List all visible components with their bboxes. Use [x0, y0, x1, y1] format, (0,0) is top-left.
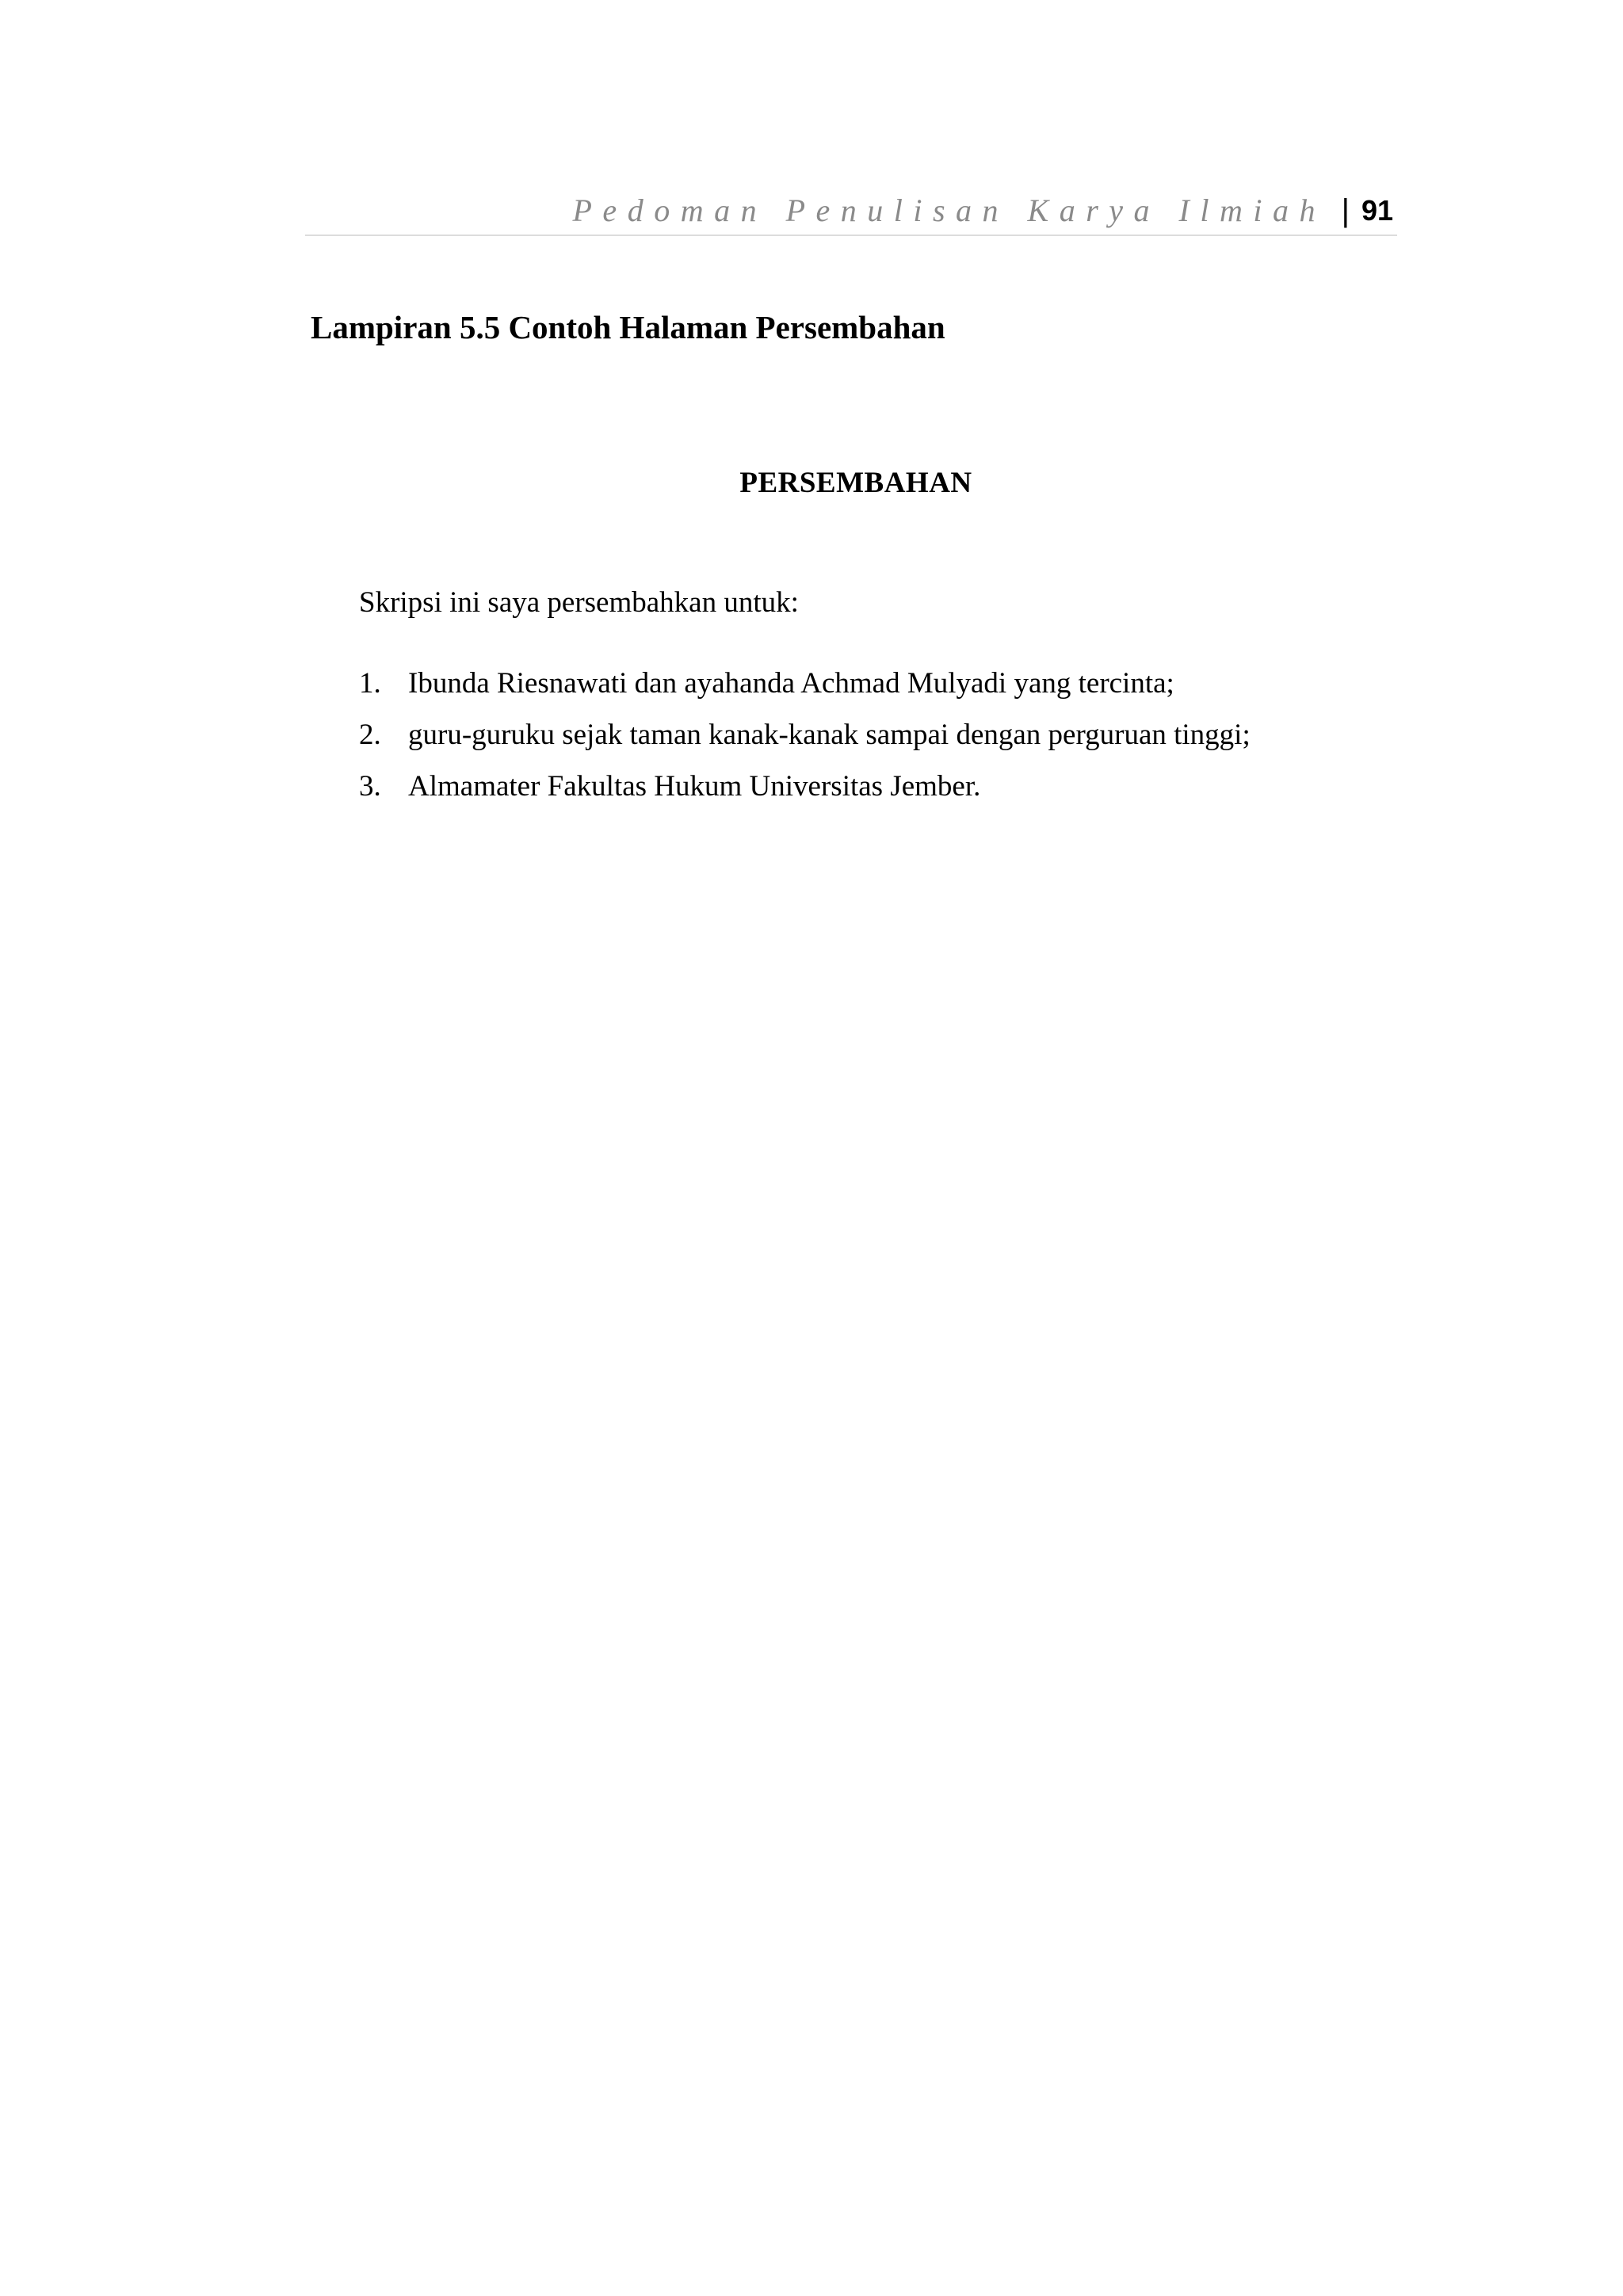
list-item-number: 2.: [359, 719, 381, 751]
list-item-text: Almamater Fakultas Hukum Universitas Jember.: [408, 770, 981, 803]
section-title: PERSEMBAHAN: [739, 467, 972, 499]
list-item-text: guru-guruku sejak taman kanak-kanak sampai dengan perguruan tinggi;: [408, 719, 1251, 751]
page-number: 91: [1361, 194, 1393, 227]
running-header: [305, 189, 1397, 236]
header-separator: |: [1341, 193, 1350, 228]
list-item-number: 3.: [359, 770, 381, 803]
intro-text: Skripsi ini saya persembahkan untuk:: [359, 586, 799, 619]
header-title: Pedoman Penulisan Karya Ilmiah: [572, 193, 1326, 228]
appendix-heading: Lampiran 5.5 Contoh Halaman Persembahan: [311, 309, 945, 345]
list-item-number: 1.: [359, 667, 381, 700]
list-item-text: Ibunda Riesnawati dan ayahanda Achmad Mulyadi yang tercinta;: [408, 667, 1174, 700]
